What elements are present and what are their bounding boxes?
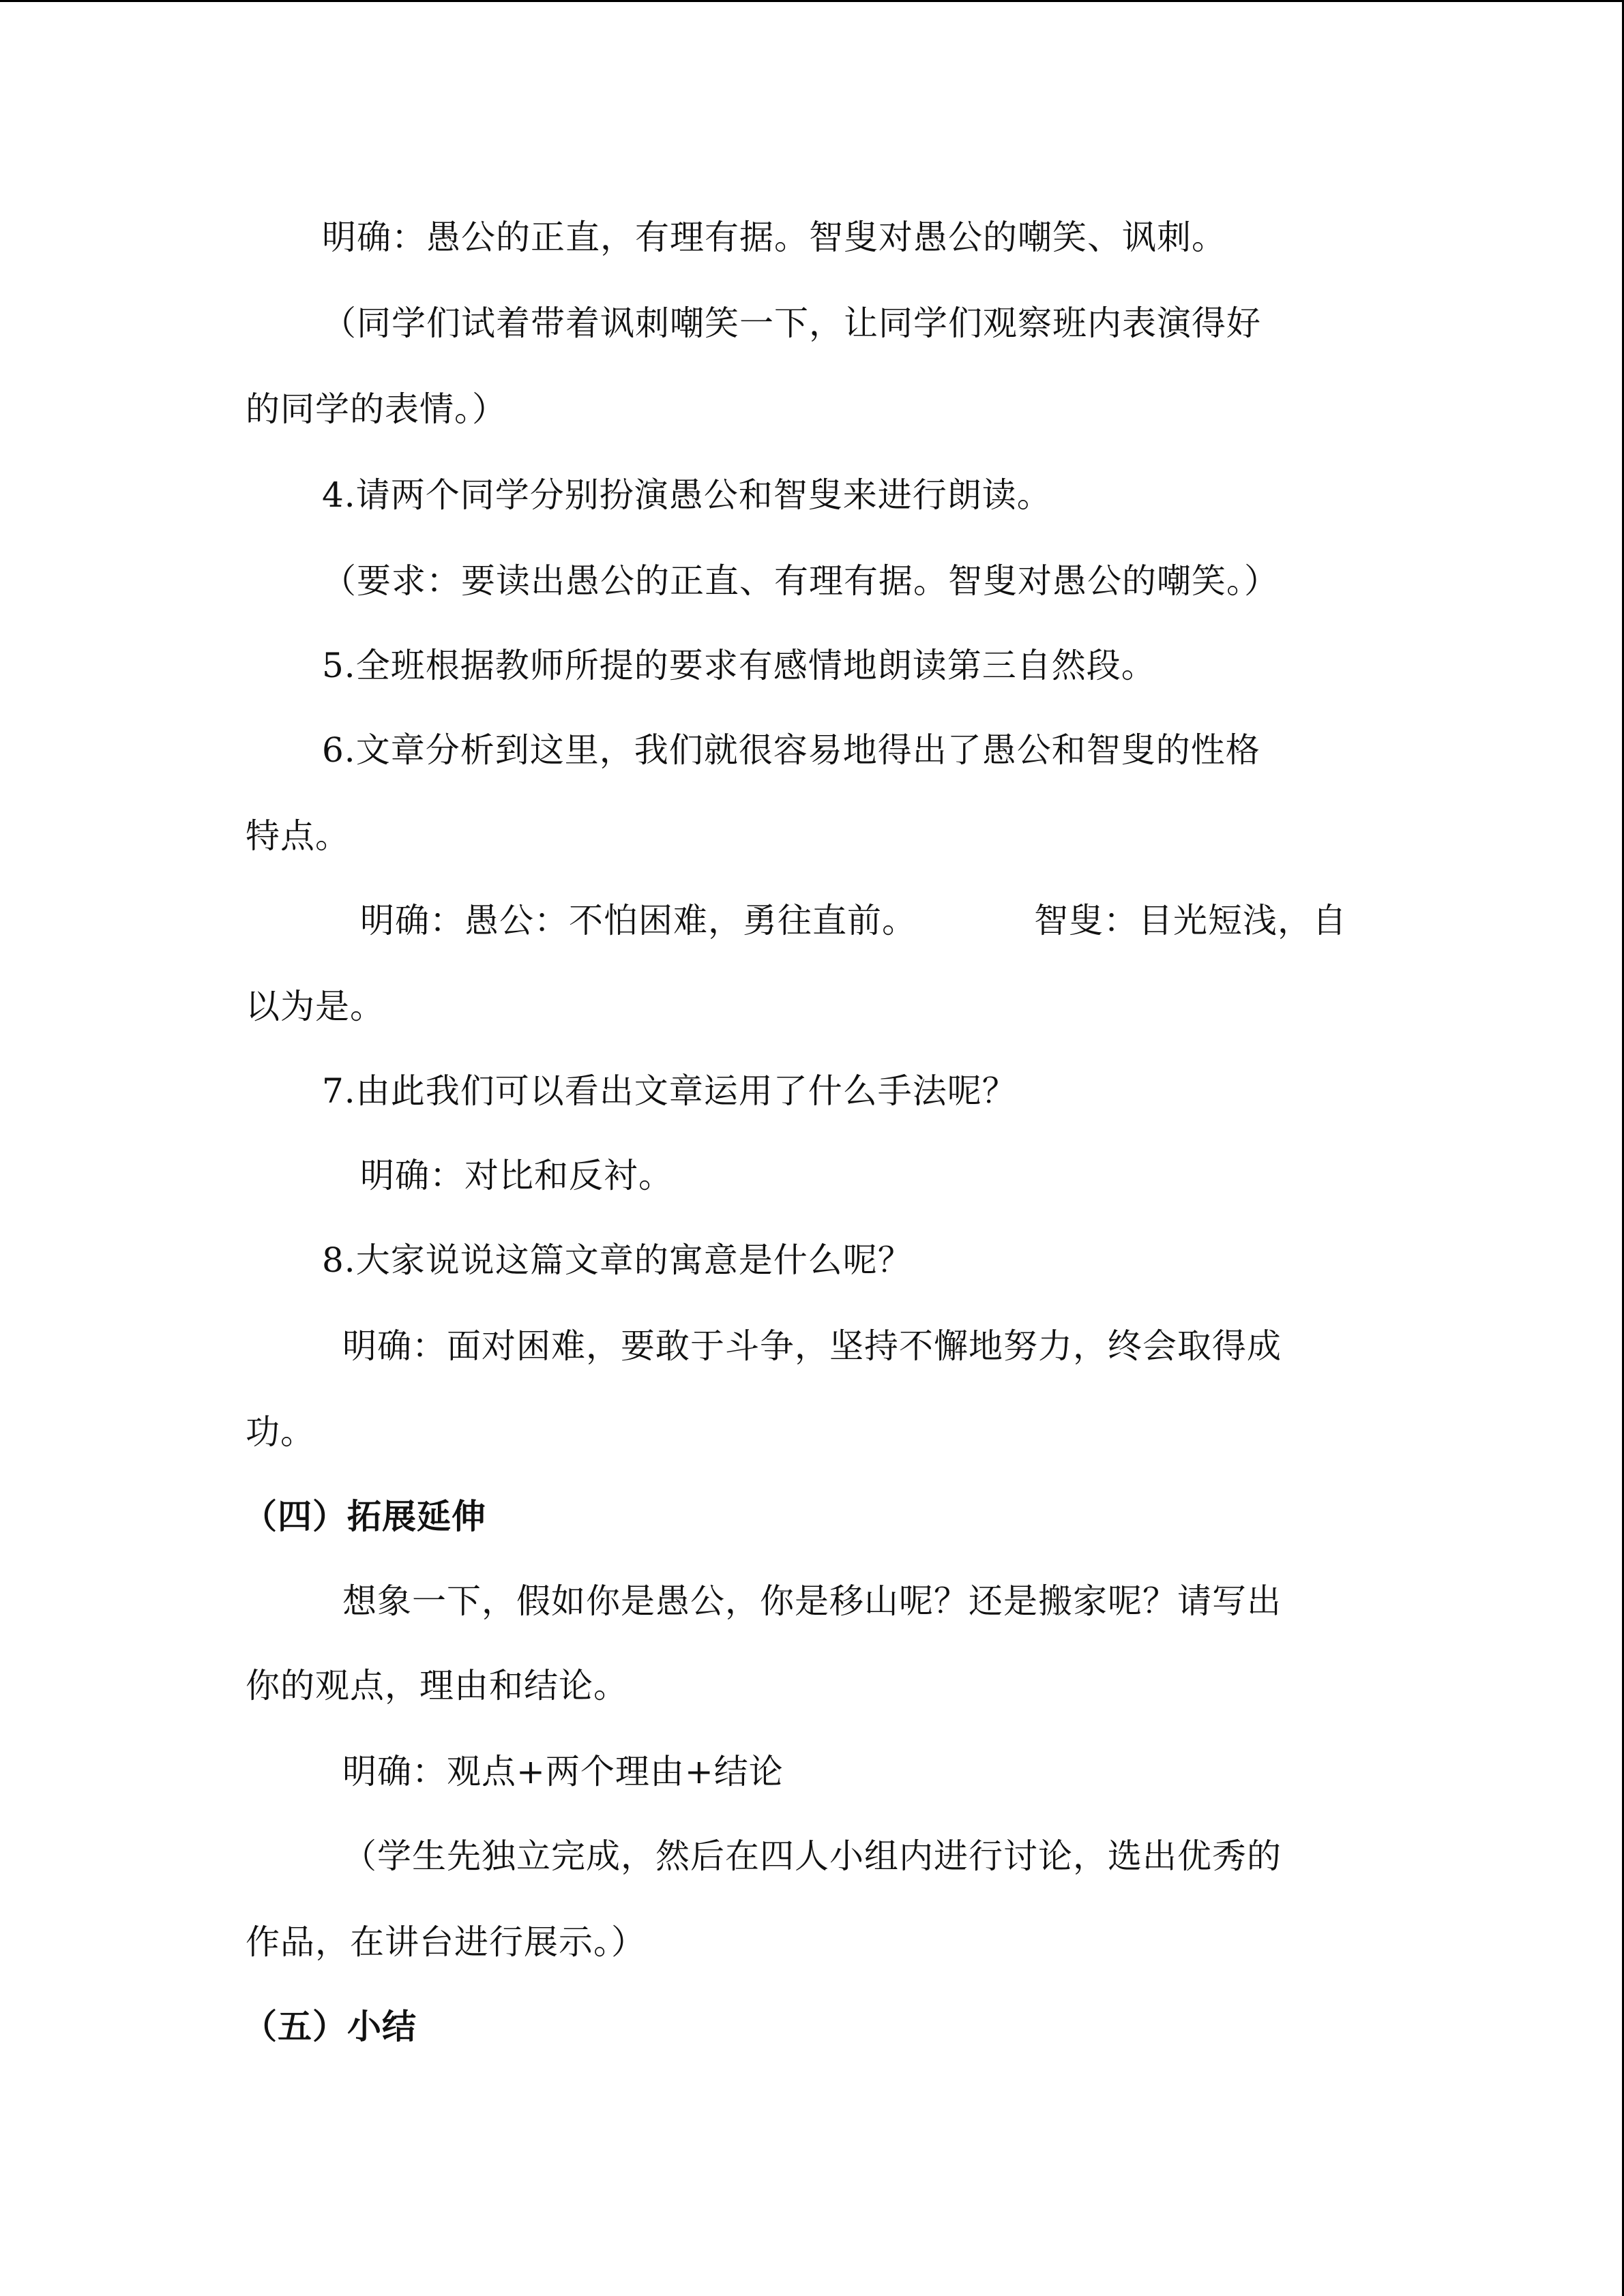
paragraph-line: 特点。 bbox=[246, 816, 350, 856]
section-heading: （五）小结 bbox=[243, 2007, 417, 2046]
paragraph-line: 明确：观点+两个理由+结论 bbox=[342, 1752, 784, 1791]
paragraph-line: 5.全班根据教师所提的要求有感情地朗读第三自然段。 bbox=[322, 646, 1156, 685]
paragraph-line: 6.文章分析到这里，我们就很容易地得出了愚公和智叟的性格 bbox=[322, 730, 1260, 770]
paragraph-line: 的同学的表情。） bbox=[246, 389, 507, 429]
page-top-border bbox=[0, 0, 1624, 2]
paragraph-line: 作品，在讲台进行展示。） bbox=[246, 1922, 646, 1962]
paragraph-line: 功。 bbox=[246, 1412, 315, 1452]
section-heading: （四）拓展延伸 bbox=[243, 1497, 486, 1536]
paragraph-line: 明确：对比和反衬。 bbox=[360, 1156, 673, 1195]
paragraph-line: 明确：愚公的正直，有理有据。智叟对愚公的嘲笑、讽刺。 bbox=[322, 218, 1226, 257]
paragraph-line: （学生先独立完成，然后在四人小组内进行讨论，选出优秀的 bbox=[342, 1836, 1282, 1876]
paragraph-line: 8.大家说说这篇文章的寓意是什么呢？ bbox=[322, 1240, 913, 1280]
paragraph-line: 想象一下，假如你是愚公，你是移山呢？还是搬家呢？请写出 bbox=[342, 1581, 1282, 1621]
paragraph-line: 4.请两个同学分别扮演愚公和智叟来进行朗读。 bbox=[322, 475, 1052, 515]
paragraph-line: 7.由此我们可以看出文章运用了什么手法呢？ bbox=[322, 1071, 1017, 1111]
paragraph-line: 智叟：目光短浅，自 bbox=[1034, 901, 1347, 940]
paragraph-line: 明确：面对困难，要敢于斗争，坚持不懈地努力，终会取得成 bbox=[342, 1326, 1282, 1366]
paragraph-line: 以为是。 bbox=[246, 987, 385, 1026]
paragraph-line: （同学们试着带着讽刺嘲笑一下，让同学们观察班内表演得好 bbox=[322, 303, 1261, 343]
paragraph-line: 你的观点，理由和结论。 bbox=[246, 1666, 628, 1705]
paragraph-line: （要求：要读出愚公的正直、有理有据。智叟对愚公的嘲笑。） bbox=[322, 561, 1279, 601]
paragraph-line: 明确：愚公：不怕困难，勇往直前。 bbox=[360, 901, 917, 940]
